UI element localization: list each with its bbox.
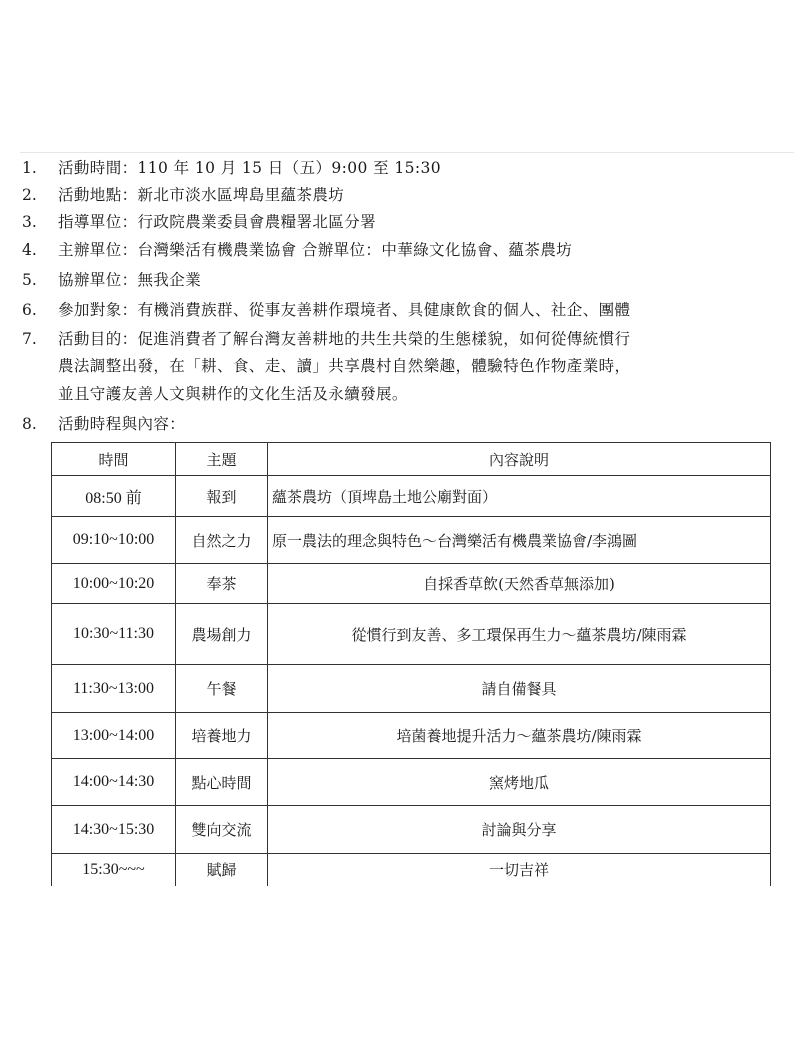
cell-topic: 自然之力 <box>176 517 268 564</box>
item-text: 參加對象：有機消費族群、從事友善耕作環境者、具健康飲食的個人、社企、團體 <box>58 301 631 319</box>
cell-topic: 賦歸 <box>176 854 268 886</box>
table-header-row <box>52 443 771 476</box>
cell-topic: 雙向交流 <box>176 806 268 854</box>
table-row <box>52 476 771 517</box>
item-text: 協辦單位：無我企業 <box>58 271 202 289</box>
cell-time: 09:10~10:00 <box>52 517 176 564</box>
cell-time: 10:30~11:30 <box>52 604 176 665</box>
cell-topic: 奉茶 <box>176 564 268 604</box>
cell-topic: 培養地力 <box>176 713 268 759</box>
column-header-topic: 主題 <box>176 443 268 476</box>
cell-description: 討論與分享 <box>268 806 771 854</box>
cell-description: 從慣行到友善、多工環保再生力～蘊茶農坊/陳雨霖 <box>268 604 771 665</box>
cell-description: 一切吉祥 <box>268 854 771 886</box>
item-text: 活動時間：110 年 10 月 15 日（五）9:00 至 15:30 <box>58 159 441 177</box>
cell-description: 培菌養地提升活力～蘊茶農坊/陳雨霖 <box>268 713 771 759</box>
item-text: 活動目的：促進消費者了解台灣友善耕地的共生共榮的生態樣貌，如何從傳統慣行 <box>58 330 631 348</box>
cell-time: 11:30~13:00 <box>52 665 176 713</box>
column-header-time: 時間 <box>52 443 176 476</box>
cell-time: 14:30~15:30 <box>52 806 176 854</box>
item-text: 活動時程與內容： <box>58 415 186 433</box>
table-row <box>52 564 771 604</box>
table-row <box>52 665 771 713</box>
cell-topic: 午餐 <box>176 665 268 713</box>
table-row <box>52 806 771 854</box>
cell-description: 原一農法的理念與特色～台灣樂活有機農業協會/李鴻圖 <box>268 517 771 564</box>
item-text: 主辦單位：台灣樂活有機農業協會 合辦單位：中華綠文化協會、蘊茶農坊 <box>58 241 573 259</box>
column-header-description: 內容說明 <box>268 443 771 476</box>
cell-time: 10:00~10:20 <box>52 564 176 604</box>
cell-time: 13:00~14:00 <box>52 713 176 759</box>
cell-description: 蘊茶農坊（頂埤島土地公廟對面） <box>268 476 771 517</box>
item-number: 6. <box>22 301 37 319</box>
item-text: 活動地點：新北市淡水區埤島里蘊茶農坊 <box>58 186 345 204</box>
top-divider <box>20 152 794 153</box>
item-number: 2. <box>22 186 37 204</box>
cell-description: 自採香草飲(天然香草無添加) <box>268 564 771 604</box>
table-row <box>52 517 771 564</box>
table-row <box>52 713 771 759</box>
cell-topic: 點心時間 <box>176 759 268 806</box>
item-number: 3. <box>22 213 37 231</box>
purpose-continuation-line: 農法調整出發，在「耕、食、走、讀」共享農村自然樂趣，體驗特色作物產業時， <box>58 357 631 375</box>
item-number: 1. <box>22 159 37 177</box>
cell-description: 窯烤地瓜 <box>268 759 771 806</box>
item-number: 5. <box>22 271 37 289</box>
purpose-continuation-line: 並且守護友善人文與耕作的文化生活及永續發展。 <box>58 385 408 403</box>
item-text: 指導單位：行政院農業委員會農糧署北區分署 <box>58 213 377 231</box>
cell-time: 15:30~~~ <box>52 854 176 886</box>
table-row <box>52 854 771 886</box>
cell-time: 08:50 前 <box>52 476 176 517</box>
cell-time: 14:00~14:30 <box>52 759 176 806</box>
item-number: 7. <box>22 330 37 348</box>
item-number: 4. <box>22 241 37 259</box>
table-row <box>52 759 771 806</box>
cell-topic: 農場創力 <box>176 604 268 665</box>
item-number: 8. <box>22 415 37 433</box>
cell-topic: 報到 <box>176 476 268 517</box>
schedule-table <box>51 442 771 886</box>
table-row <box>52 604 771 665</box>
cell-description: 請自備餐具 <box>268 665 771 713</box>
